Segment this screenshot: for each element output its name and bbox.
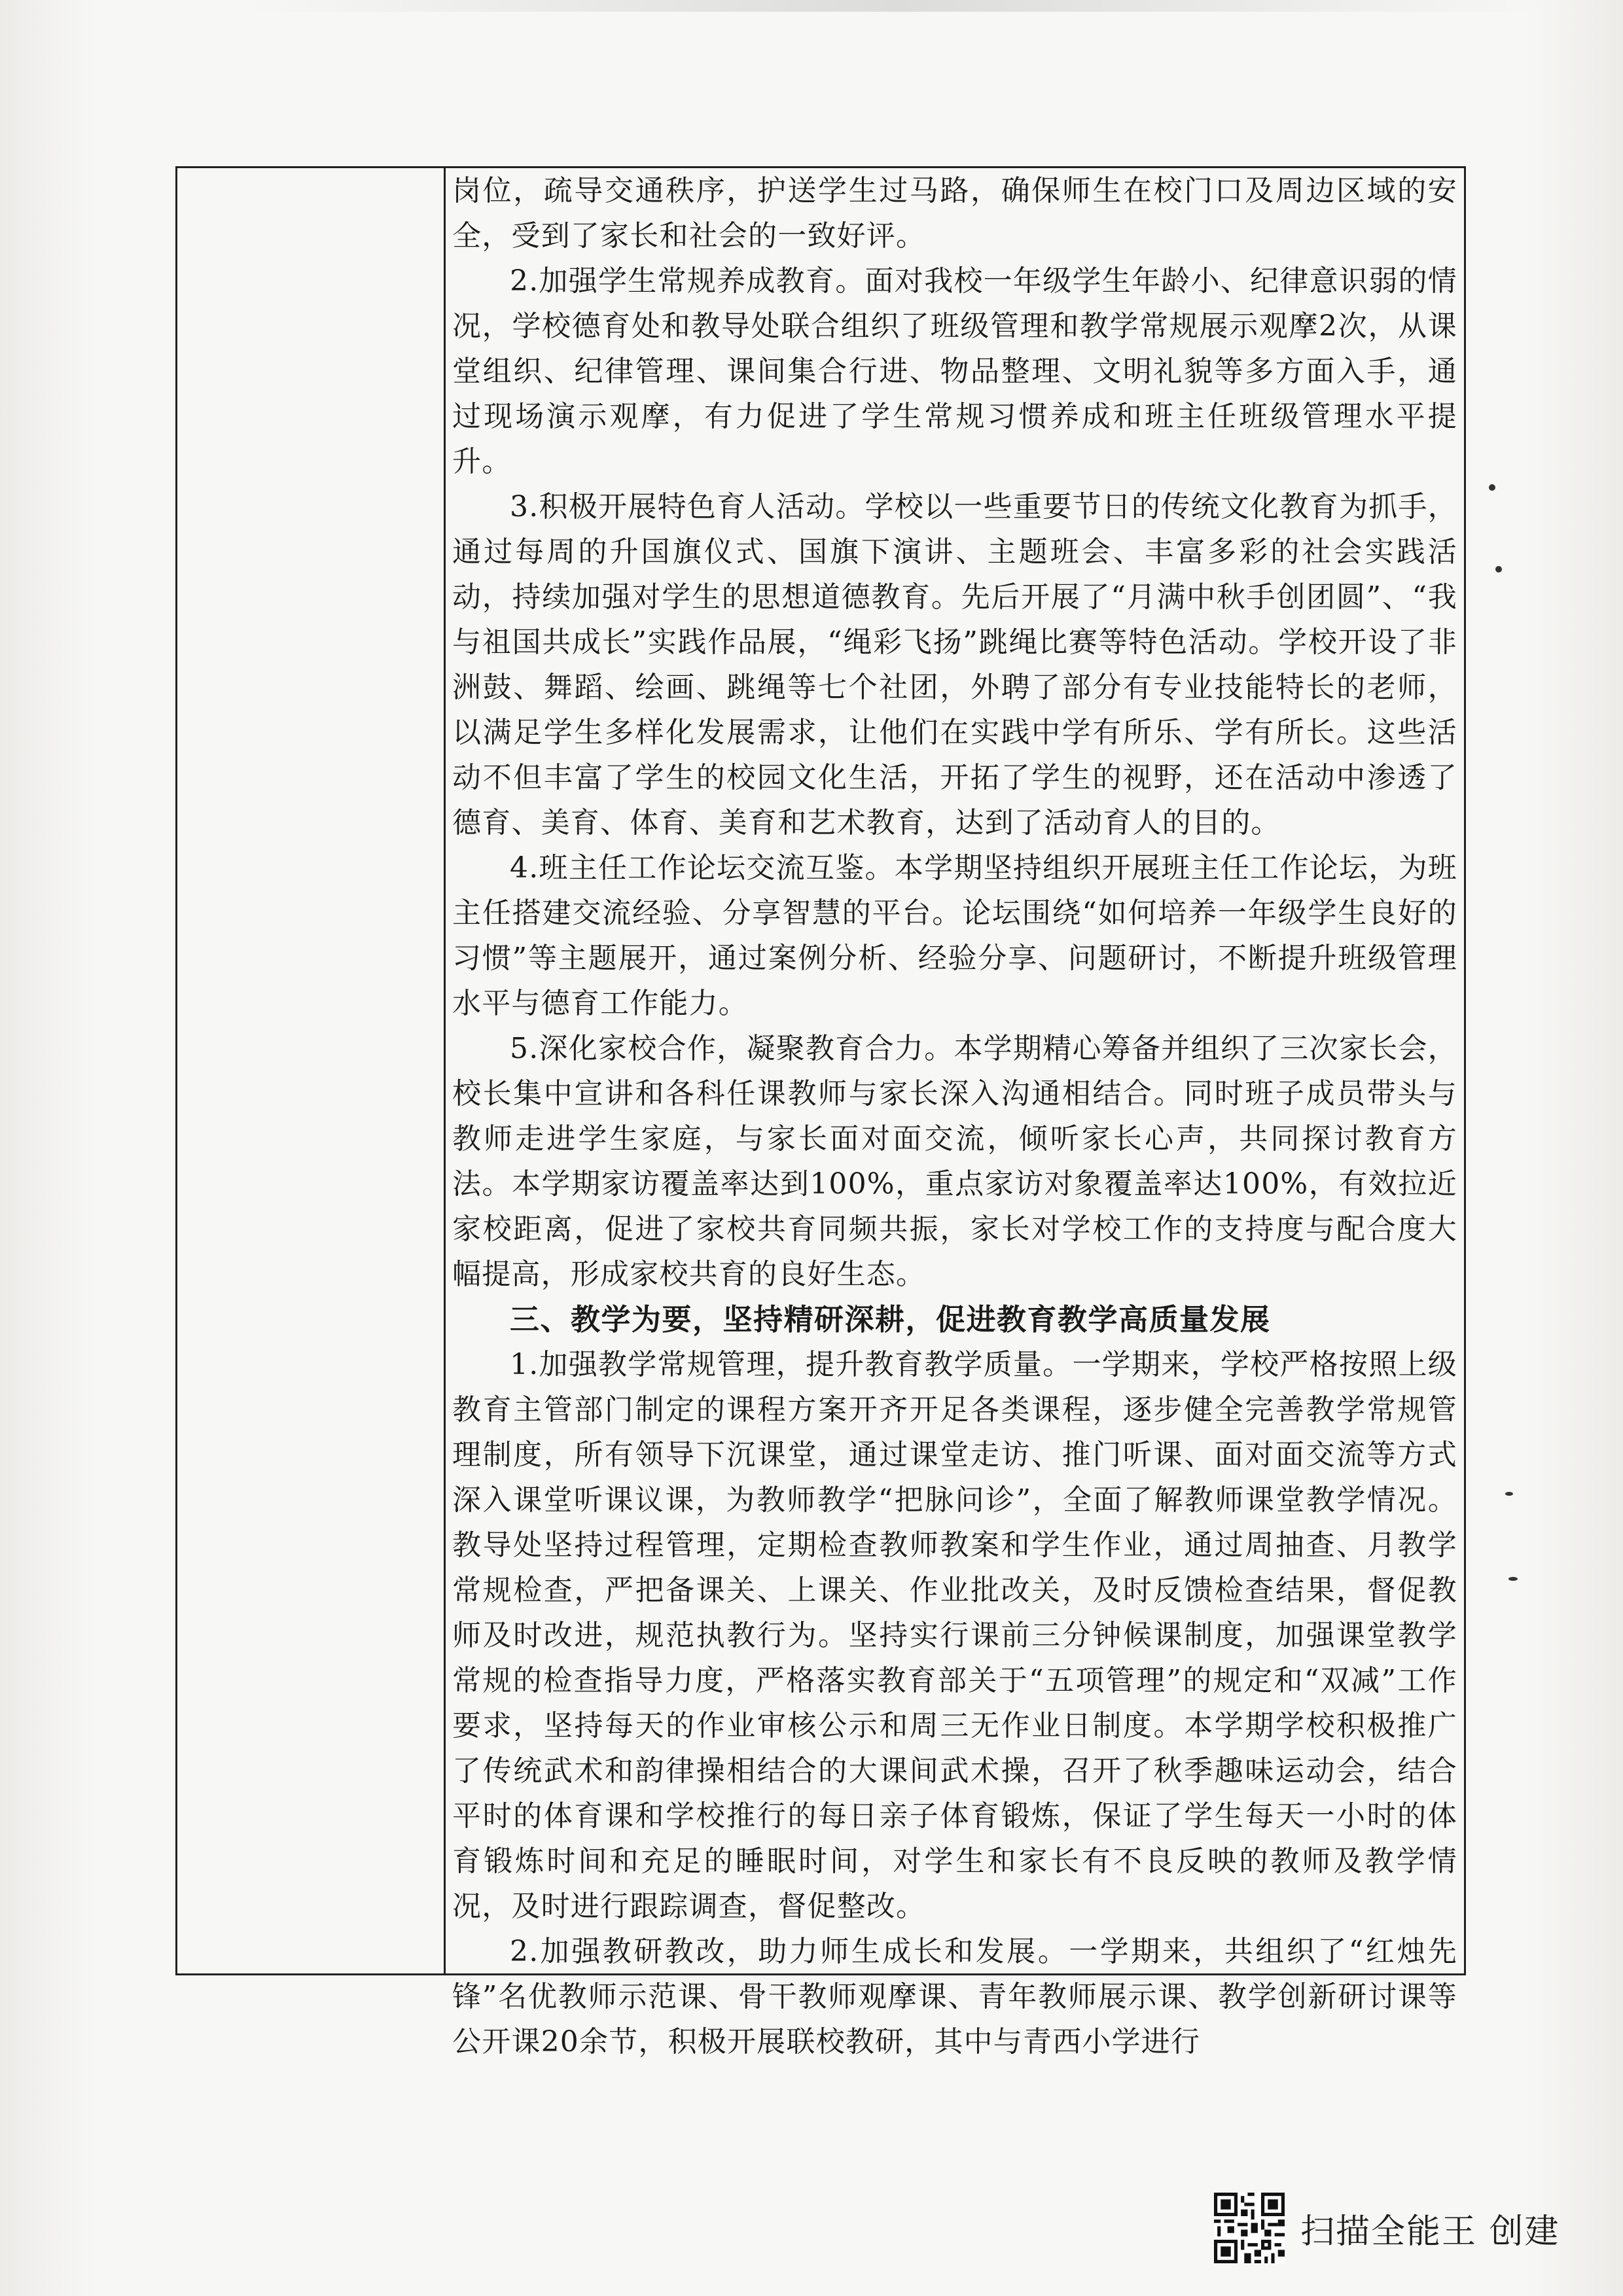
watermark-text: 扫描全能王 创建	[1300, 2212, 1560, 2252]
paragraph-home-school: 5.深化家校合作，凝聚教育合力。本学期精心筹备并组织了三次家长会，校长集中宣讲和各科任课教师与家长深入沟通相结合。同时班子成员带头与教师走进学生家庭，与家长面对面交流，倾听家长心声，共同探讨教育方法。本学期家访覆盖率达到100%，重点家访对象覆盖率达100%，有效拉近家校距离，促进了家校共育同频共振，家长对学校工作的支持度与配合度大幅提高，形成家校共育的良好生态。	[452, 1032, 1457, 1291]
scanner-watermark	[1214, 2192, 1560, 2264]
paragraph-teaching-research: 2.加强教研教改，助力师生成长和发展。一学期来，共组织了“红烛先锋”名优教师示范课、骨干教师观摩课、青年教师展示课、教学创新研讨课等公开课20余节，积极开展联校教研，其中与青西小学进行	[452, 1935, 1457, 2058]
scan-edge-shadow	[249, 0, 1544, 12]
scan-speck	[1495, 566, 1502, 573]
scan-speck	[1505, 1492, 1513, 1496]
scan-speck	[1489, 484, 1495, 491]
scan-speck	[1508, 1577, 1518, 1581]
report-content-cell	[452, 168, 1457, 2058]
form-label-column	[177, 168, 446, 1973]
qr-code-icon	[1214, 2193, 1285, 2263]
report-form-table	[175, 166, 1466, 2058]
paragraph-characteristic-activities: 3.积极开展特色育人活动。学校以一些重要节日的传统文化教育为抓手，通过每周的升国旗仪式、国旗下演讲、主题班会、丰富多彩的社会实践活动，持续加强对学生的思想道德教育。先后开展了“月满中秋手创团圆”、“我与祖国共成长”实践作品展，“绳彩飞扬”跳绳比赛等特色活动。学校开设了非洲鼓、舞蹈、绘画、跳绳等七个社团，外聘了部分有专业技能特长的老师，以满足学生多样化发展需求，让他们在实践中学有所乐、学有所长。这些活动不但丰富了学生的校园文化生活，开拓了学生的视野，还在活动中渗透了德育、美育、体育、美育和艺术教育，达到了活动育人的目的。	[452, 490, 1457, 839]
paragraph-routine-habits: 2.加强学生常规养成教育。面对我校一年级学生年龄小、纪律意识弱的情况，学校德育处和教导处联合组织了班级管理和教学常规展示观摩2次，从课堂组织、纪律管理、课间集合行进、物品整理、文明礼貌等多方面入手，通过现场演示观摩，有力促进了学生常规习惯养成和班主任班级管理水平提升。	[452, 264, 1457, 478]
paragraph-continuation: 岗位，疏导交通秩序，护送学生过马路，确保师生在校门口及周边区域的安全，受到了家长和社会的一致好评。	[452, 174, 1457, 253]
paragraph-teacher-forum: 4.班主任工作论坛交流互鉴。本学期坚持组织开展班主任工作论坛，为班主任搭建交流经验、分享智慧的平台。论坛围绕“如何培养一年级学生良好的习惯”等主题展开，通过案例分析、经验分享、问题研讨，不断提升班级管理水平与德育工作能力。	[452, 851, 1457, 1020]
section-heading-three: 三、教学为要，坚持精研深耕，促进教育教学高质量发展	[510, 1302, 1271, 1337]
paragraph-teaching-routine: 1.加强教学常规管理，提升教育教学质量。一学期来，学校严格按照上级教育主管部门制定的课程方案开齐开足各类课程，逐步健全完善教学常规管理制度，所有领导下沉课堂，通过课堂走访、推门听课、面对面交流等方式深入课堂听课议课，为教师教学“把脉问诊”，全面了解教师课堂教学情况。教导处坚持过程管理，定期检查教师教案和学生作业，通过周抽查、月教学常规检查，严把备课关、上课关、作业批改关，及时反馈检查结果，督促教师及时改进，规范执教行为。坚持实行课前三分钟候课制度，加强课堂教学常规的检查指导力度，严格落实教育部关于“五项管理”的规定和“双减”工作要求，坚持每天的作业审核公示和周三无作业日制度。本学期学校积极推广了传统武术和韵律操相结合的大课间武术操，召开了秋季趣味运动会，结合平时的体育课和学校推行的每日亲子体育锻炼，保证了学生每天一小时的体育锻炼时间和充足的睡眠时间，对学生和家长有不良反映的教师及教学情况，及时进行跟踪调查，督促整改。	[452, 1348, 1457, 1923]
